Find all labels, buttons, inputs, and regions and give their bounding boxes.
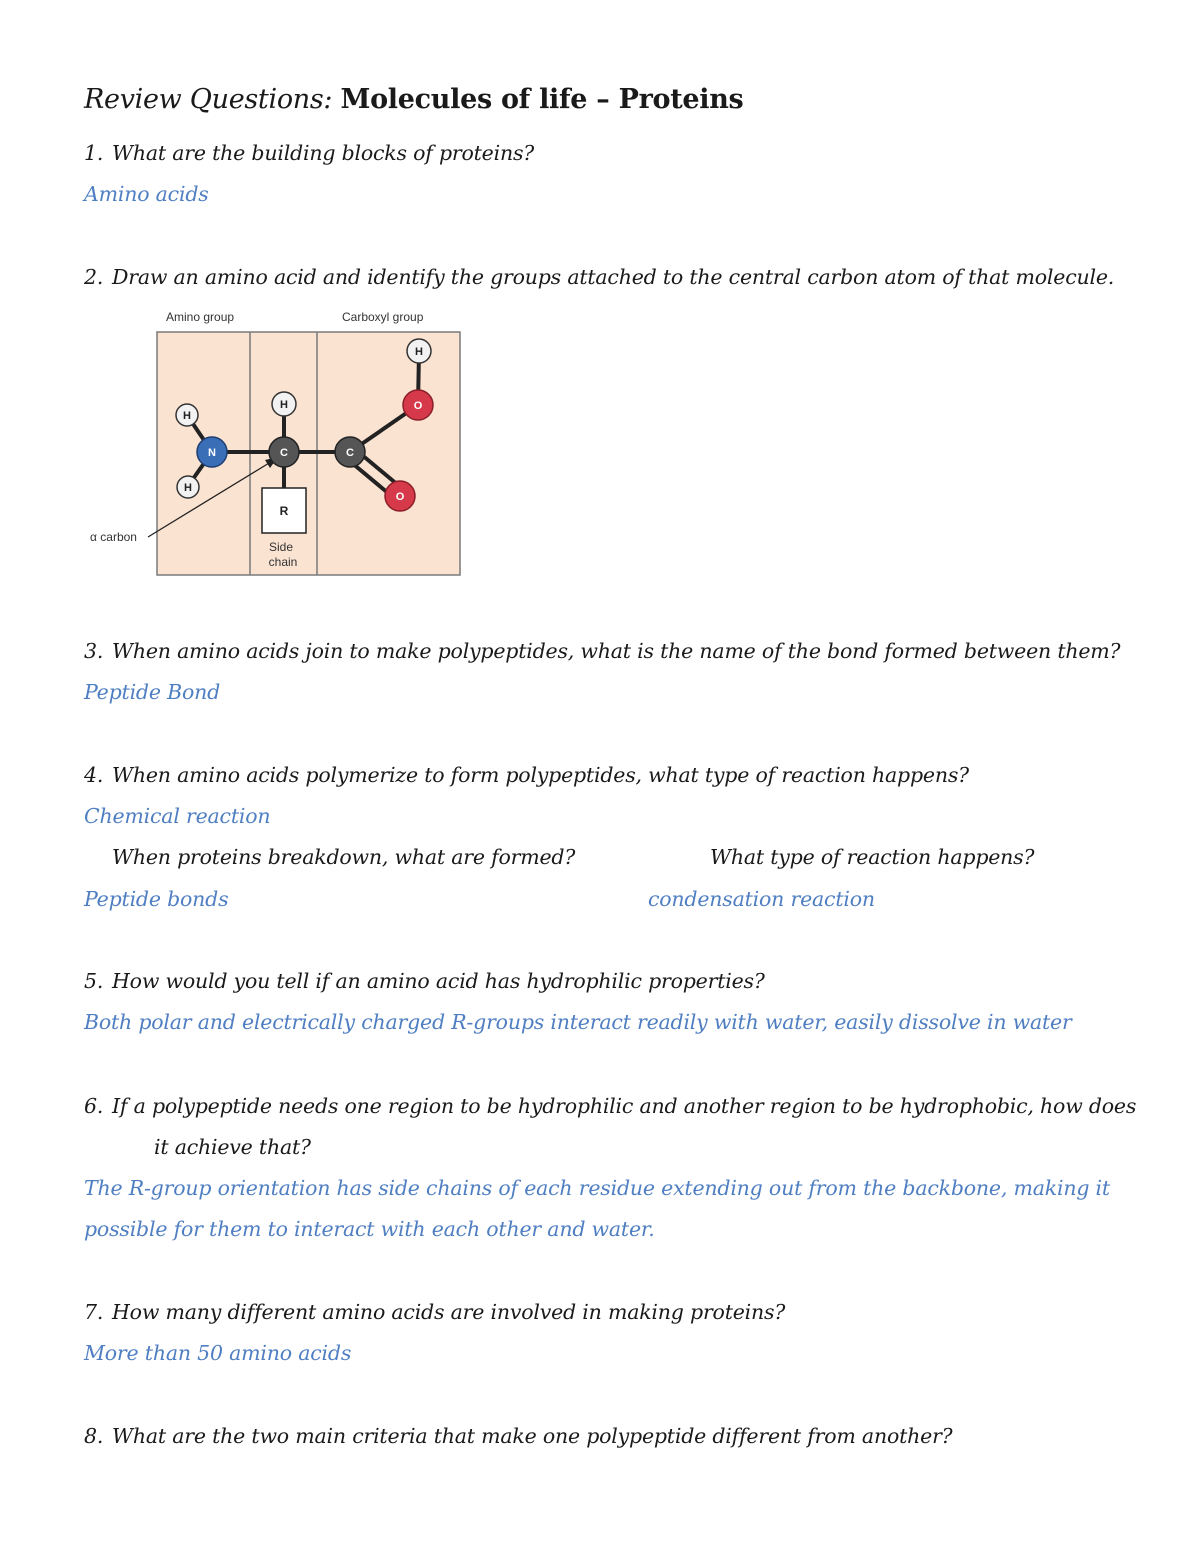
question-8 <box>84 1424 952 1448</box>
oxygen-atom-double <box>385 481 415 511</box>
svg-text:H: H <box>184 482 192 494</box>
question-7 <box>84 1300 785 1324</box>
side-label: Side <box>268 540 294 554</box>
answer-4-sub-right: condensation reaction <box>648 887 875 911</box>
hydrogen-atom-calpha <box>272 392 296 416</box>
answer-6-continued: possible for them to interact with each other and water. <box>84 1217 655 1241</box>
question-text: How many different amino acids are involved in making proteins? <box>112 1300 786 1324</box>
answer-4-sub-left: Peptide bonds <box>84 887 229 911</box>
question-4 <box>84 763 969 787</box>
question-text: How would you tell if an amino acid has hydrophilic properties? <box>112 969 765 993</box>
question-text: When amino acids polymerize to form polypeptides, what type of reaction happens? <box>112 763 969 787</box>
carboxyl-group-label: Carboxyl group <box>342 310 424 324</box>
nitrogen-atom <box>197 437 227 467</box>
hydrogen-atom-o <box>407 339 431 363</box>
alpha-carbon-label: α carbon <box>90 530 137 544</box>
question-number: 6. <box>84 1094 104 1118</box>
answer-1: Amino acids <box>84 182 209 206</box>
question-4-sub-right: What type of reaction happens? <box>710 845 1035 869</box>
title-bold: Molecules of life – Proteins <box>340 84 744 115</box>
question-number: 1. <box>84 141 104 165</box>
svg-text:O: O <box>413 400 423 412</box>
svg-text:O: O <box>395 491 405 503</box>
question-2 <box>84 265 1114 289</box>
question-number: 7. <box>84 1300 104 1324</box>
amino-group-label: Amino group <box>166 310 235 324</box>
question-text: When amino acids join to make polypeptides, what is the name of the bond formed between them? <box>112 639 1121 663</box>
question-1 <box>84 141 534 165</box>
svg-text:C: C <box>346 447 354 459</box>
answer-4: Chemical reaction <box>84 804 271 828</box>
question-number: 2. <box>84 265 104 289</box>
r-group-label: R <box>279 504 289 518</box>
question-5 <box>84 969 765 993</box>
svg-text:H: H <box>280 399 288 411</box>
carboxyl-carbon-atom <box>335 437 365 467</box>
answer-6: The R-group orientation has side chains of each residue extending out from the backbone, making it <box>84 1176 1110 1200</box>
question-number: 4. <box>84 763 104 787</box>
answer-3: Peptide Bond <box>84 680 221 704</box>
question-text: What are the building blocks of proteins? <box>112 141 535 165</box>
answer-7: More than 50 amino acids <box>84 1341 352 1365</box>
chain-label: chain <box>268 555 298 569</box>
question-text: If a polypeptide needs one region to be hydrophilic and another region to be hydrophobic, how does <box>112 1094 1137 1118</box>
svg-text:H: H <box>415 346 423 358</box>
title-italic: Review Questions: <box>84 84 333 115</box>
answer-5: Both polar and electrically charged R-groups interact readily with water, easily dissolve in water <box>84 1010 1072 1034</box>
question-6 <box>84 1094 1136 1118</box>
amino-acid-diagram <box>84 302 468 580</box>
question-text: Draw an amino acid and identify the groups attached to the central carbon atom of that molecule. <box>112 265 1115 289</box>
hydrogen-atom-n-top <box>176 404 198 426</box>
question-number: 3. <box>84 639 104 663</box>
alpha-carbon-atom <box>269 437 299 467</box>
svg-text:H: H <box>183 410 191 422</box>
question-number: 8. <box>84 1424 104 1448</box>
question-text: What are the two main criteria that make one polypeptide different from another? <box>112 1424 953 1448</box>
question-4-sub-left: When proteins breakdown, what are formed? <box>112 845 576 869</box>
page-title <box>84 84 743 115</box>
hydrogen-atom-n-bottom <box>177 476 199 498</box>
oxygen-atom-hydroxyl <box>403 390 433 420</box>
question-3 <box>84 639 1120 663</box>
question-6-continued: it achieve that? <box>154 1135 311 1159</box>
question-number: 5. <box>84 969 104 993</box>
svg-text:C: C <box>280 447 288 459</box>
svg-text:N: N <box>208 447 216 459</box>
